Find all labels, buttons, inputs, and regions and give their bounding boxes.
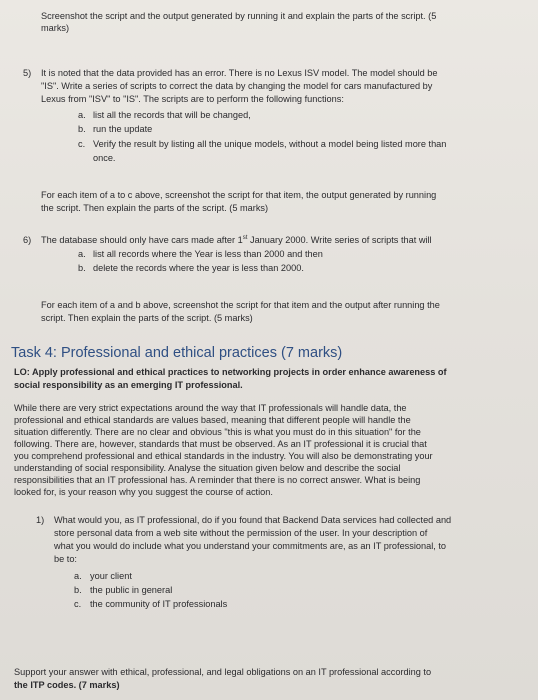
q5-after-line-2: the script. Then explain the parts of the script. (5 marks) — [41, 203, 269, 213]
task4-item-b: the public in general — [90, 585, 173, 595]
q5-item-c: Verify the result by listing all the unique models, without a model being listed more than — [93, 139, 447, 149]
q6-item-a: list all records where the Year is less than 2000 and then — [93, 249, 323, 259]
q5-number: 5) — [23, 68, 32, 78]
q6-item-a-marker: a. — [78, 249, 86, 259]
q5-item-b: run the update — [93, 124, 153, 134]
support-line-1: Support your answer with ethical, professional, and legal obligations on an IT professional according to — [14, 667, 432, 677]
intro-line-1: Screenshot the script and the output generated by running it and explain the parts of the script. (5 — [41, 11, 437, 21]
q5-item-a-marker: a. — [78, 110, 86, 120]
q6-after-line-2: script. Then explain the parts of the script. (5 marks) — [41, 313, 253, 323]
task4-q1-line-1: What would you, as IT professional, do if you found that Backend Data services had collected and — [54, 515, 452, 525]
task4-paragraph-line-2: professional and ethical standards are values based, meaning that different people will handle the — [14, 415, 411, 425]
q5-line-1: It is noted that the data provided has an error. There is no Lexus ISV model. The model should be — [41, 68, 438, 78]
q5-item-c-marker: c. — [78, 139, 86, 149]
q6-item-b: delete the records where the year is less than 2000. — [93, 263, 304, 273]
q6-line-1: The database should only have cars made after 1st January 2000. Write series of scripts that will — [41, 234, 432, 245]
q5-item-a: list all the records that will be changed, — [93, 110, 251, 120]
task4-paragraph-line-8: looked for, is your reason why you suggest the course of action. — [14, 487, 273, 497]
task4-item-a: your client — [90, 571, 132, 581]
task4-paragraph-line-3: situation differently. There are no clear and obvious "this is what you must do in this situation" for the — [14, 427, 421, 437]
task4-paragraph-line-6: understanding of social responsibility. Analyse the situation given below and describe the social — [14, 463, 401, 473]
learning-outcome-line-2: social responsibility as an emerging IT professional. — [14, 380, 243, 390]
task4-q1-line-4: be to: — [54, 554, 77, 564]
task4-paragraph-line-4: following. There are, however, standards that must be observed. As an IT professional it is crucial that — [14, 439, 427, 449]
q6-after-line-1: For each item of a and b above, screenshot the script for that item and the output after running the — [41, 300, 440, 310]
task4-item-c-marker: c. — [74, 599, 82, 609]
task4-item-c: the community of IT professionals — [90, 599, 228, 609]
q6-number: 6) — [23, 235, 32, 245]
intro-line-2: marks) — [41, 23, 70, 33]
task4-paragraph-line-7: responsibilities that an IT professional has. A reminder that there is no correct answer. What is being — [14, 475, 421, 485]
task4-q1-number: 1) — [36, 515, 45, 525]
support-line-2: the ITP codes. (7 marks) — [14, 680, 120, 690]
q5-item-b-marker: b. — [78, 124, 86, 134]
q5-item-c-continued: once. — [93, 153, 116, 163]
task4-item-a-marker: a. — [74, 571, 82, 581]
task4-item-b-marker: b. — [74, 585, 82, 595]
task4-q1-line-2: store personal data from a web site without the permission of the user. In your description of — [54, 528, 428, 538]
q5-line-2: "IS". Write a series of scripts to correct the data by changing the model for cars manufactured by — [41, 81, 433, 91]
task4-q1-line-3: what you would do include what you understand your commitments are, as an IT professional, to — [54, 541, 447, 551]
task4-paragraph-line-1: While there are very strict expectations around the way that IT professionals will handle data, the — [14, 403, 407, 413]
q5-line-3: Lexus from "ISV" to "IS". The scripts are to perform the following functions: — [41, 94, 344, 104]
q5-after-line-1: For each item of a to c above, screenshot the script for that item, the output generated by running — [41, 190, 437, 200]
task4-heading: Task 4: Professional and ethical practices (7 marks) — [11, 345, 343, 361]
q6-item-b-marker: b. — [78, 263, 86, 273]
task4-paragraph-line-5: you comprehend professional and ethical standards in the industry. You will also be demonstrating your — [14, 451, 433, 461]
learning-outcome-line-1: LO: Apply professional and ethical practices to networking projects in order enhance awareness of — [14, 367, 447, 377]
